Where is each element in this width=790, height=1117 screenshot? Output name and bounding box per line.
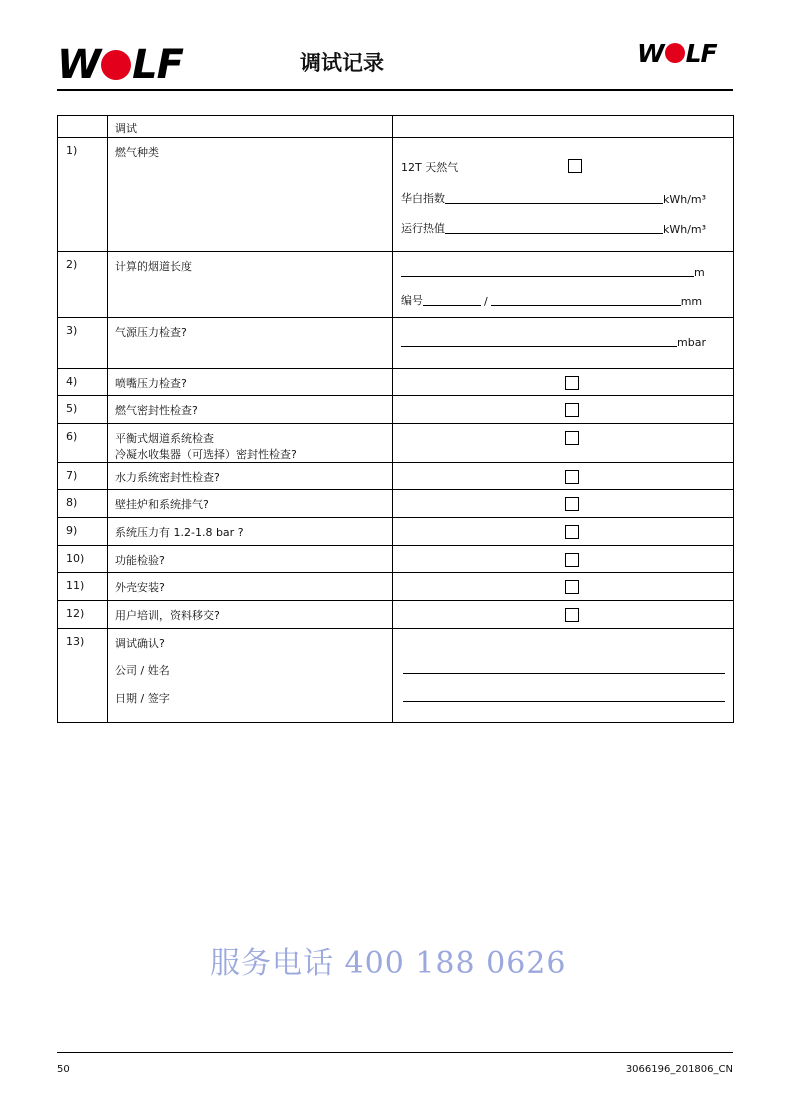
heat-unit: kWh/m³ (663, 223, 707, 236)
header-label: 调试 (108, 116, 393, 138)
table-row (58, 629, 734, 723)
row-number: 10) (58, 546, 108, 573)
table-header-row (58, 116, 734, 138)
header-num-cell (58, 116, 108, 138)
wobbe-label: 华白指数 (401, 192, 445, 205)
row-label: 壁挂炉和系统排气? (108, 490, 393, 518)
system-pressure-checkbox[interactable] (565, 525, 579, 539)
gas-option-label: 12T 天然气 (401, 161, 459, 174)
row-label: 燃气种类 (108, 138, 393, 252)
commissioning-table (57, 115, 734, 723)
row-label (108, 424, 393, 463)
wobbe-unit: kWh/m³ (663, 193, 707, 206)
wobbe-index-field[interactable] (401, 190, 706, 206)
flue-system-checkbox[interactable] (565, 431, 579, 445)
table-row (58, 369, 734, 396)
flue-diameter-unit: mm (680, 295, 703, 308)
row-label: 系统压力有 1.2-1.8 bar ? (108, 518, 393, 546)
check-cell (393, 463, 734, 490)
check-cell (393, 601, 734, 629)
venting-checkbox[interactable] (565, 497, 579, 511)
row-label: 计算的烟道长度 (108, 252, 393, 318)
document-code: 3066196_201806_CN (625, 1064, 733, 1075)
table-row (58, 318, 734, 369)
row-number: 4) (58, 369, 108, 396)
flue-code-field[interactable] (401, 292, 702, 308)
confirmation-cell (108, 629, 393, 723)
table-row (58, 252, 734, 318)
table-row (58, 546, 734, 573)
table-row (58, 463, 734, 490)
row-label: 调试确认? (115, 637, 165, 650)
gas-type-cell (393, 138, 734, 252)
row-number: 9) (58, 518, 108, 546)
header-divider (57, 89, 733, 91)
flue-length-unit: m (694, 266, 705, 279)
logo-text-lf: LF (685, 38, 717, 68)
hydraulic-tightness-checkbox[interactable] (565, 470, 579, 484)
logo-text-w: W (637, 38, 664, 68)
row-number: 7) (58, 463, 108, 490)
casing-checkbox[interactable] (565, 580, 579, 594)
flue-length-underline (401, 276, 694, 277)
heat-label: 运行热值 (401, 222, 445, 235)
nozzle-pressure-checkbox[interactable] (565, 376, 579, 390)
gas-tightness-checkbox[interactable] (565, 403, 579, 417)
logo-red-dot (101, 50, 131, 80)
user-training-checkbox[interactable] (565, 608, 579, 622)
table-row (58, 518, 734, 546)
function-test-checkbox[interactable] (565, 553, 579, 567)
table-row (58, 490, 734, 518)
table-row (58, 396, 734, 424)
check-cell (393, 573, 734, 601)
row-number: 8) (58, 490, 108, 518)
date-signature-line[interactable] (403, 701, 725, 702)
table-row (58, 573, 734, 601)
row-number: 1) (58, 138, 108, 252)
check-cell (393, 490, 734, 518)
check-cell (393, 518, 734, 546)
check-cell (393, 424, 734, 463)
row-number: 6) (58, 424, 108, 463)
footer-divider (57, 1052, 733, 1053)
flue-diameter-underline (491, 305, 681, 306)
supply-pressure-field[interactable] (401, 336, 706, 349)
row-number: 13) (58, 629, 108, 723)
row-label-line1: 平衡式烟道系统检查 (115, 432, 214, 445)
row-label: 功能检验? (108, 546, 393, 573)
flue-code-slash: / (484, 295, 488, 308)
row-number: 2) (58, 252, 108, 318)
flue-code-label: 编号 (401, 294, 423, 307)
row-label: 气源压力检查? (108, 318, 393, 369)
row-number: 3) (58, 318, 108, 369)
header-value-cell (393, 116, 734, 138)
page-title: 调试记录 (300, 51, 384, 75)
flue-code-underline (423, 305, 481, 306)
row-number: 11) (58, 573, 108, 601)
wobbe-underline (445, 203, 663, 204)
row-number: 12) (58, 601, 108, 629)
table-row (58, 138, 734, 252)
date-signature-label: 日期 / 签字 (115, 692, 170, 705)
company-name-line[interactable] (403, 673, 725, 674)
gas-option-checkbox[interactable] (568, 159, 582, 173)
wolf-logo-small (637, 40, 717, 66)
heat-underline (445, 233, 663, 234)
row-label: 燃气密封性检查? (108, 396, 393, 424)
row-label: 水力系统密封性检查? (108, 463, 393, 490)
table-row (58, 424, 734, 463)
page-number: 50 (57, 1064, 70, 1075)
logo-text-w: W (57, 42, 101, 88)
logo-text-lf: LF (132, 42, 183, 88)
flue-length-cell (393, 252, 734, 318)
company-name-label: 公司 / 姓名 (115, 664, 170, 677)
flue-length-field[interactable] (401, 266, 705, 279)
logo-red-dot (665, 43, 685, 63)
row-label: 喷嘴压力检查? (108, 369, 393, 396)
signature-cell (393, 629, 734, 723)
row-label-line2: 冷凝水收集器（可选择）密封性检查? (115, 448, 297, 461)
table-row (58, 601, 734, 629)
heat-value-field[interactable] (401, 220, 706, 236)
service-hotline: 服务电话 400 188 0626 (210, 946, 567, 981)
check-cell (393, 396, 734, 424)
row-label: 用户培训，资料移交? (108, 601, 393, 629)
row-number: 5) (58, 396, 108, 424)
supply-pressure-cell (393, 318, 734, 369)
supply-pressure-unit: mbar (677, 336, 706, 349)
row-label: 外壳安装? (108, 573, 393, 601)
wolf-logo (57, 42, 183, 88)
check-cell (393, 546, 734, 573)
check-cell (393, 369, 734, 396)
supply-pressure-underline (401, 346, 677, 347)
